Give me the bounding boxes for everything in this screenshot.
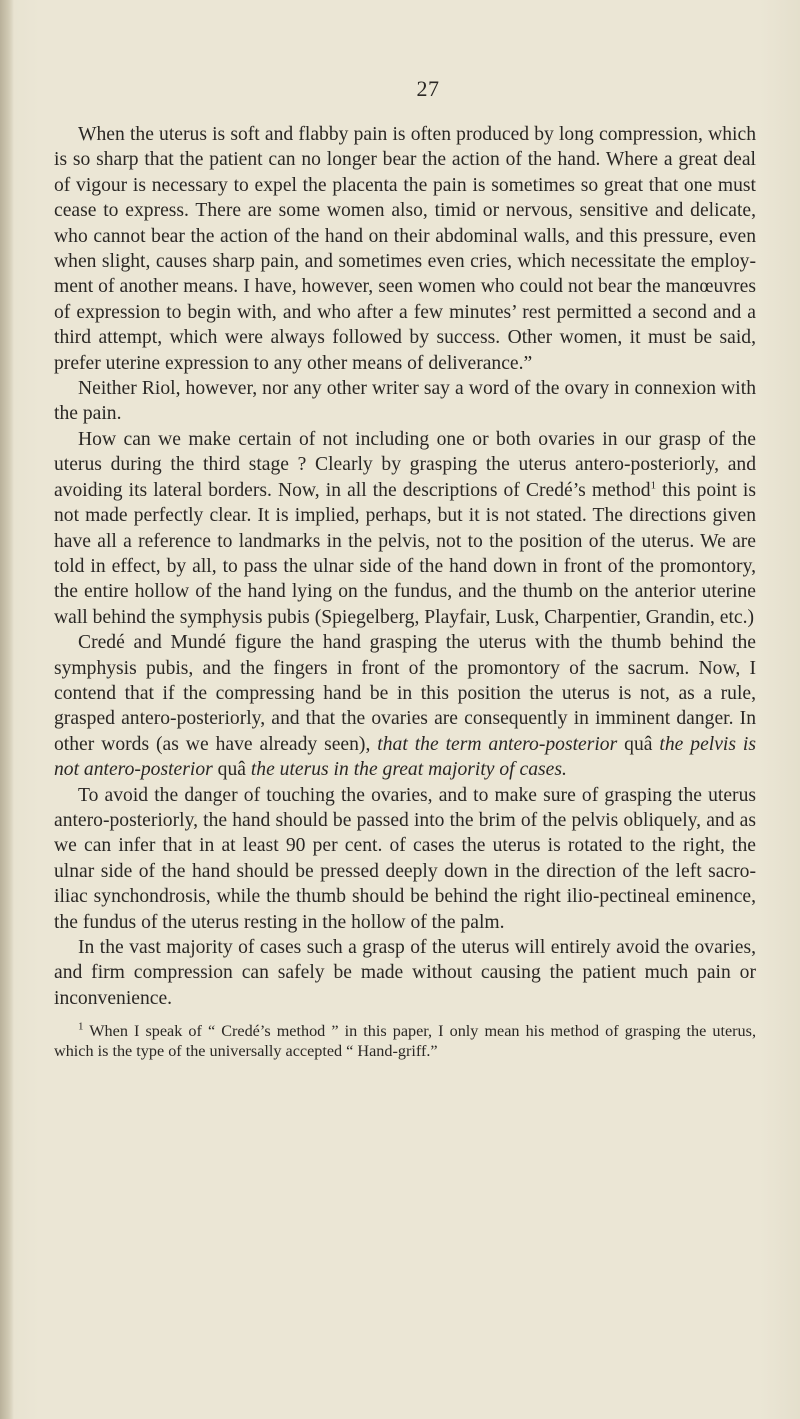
footnote-text: When I speak of “ Credé’s method ” in this paper, I only mean his method of grasping the uterus, which is the type of the universally accepted “ Hand-griff.” [54,1022,756,1061]
body-text [54,122,756,1061]
paragraph-1: When the uterus is soft and flabby pain is often produced by long compression, which is so sharp that the patient can no longer bear the action of the hand. Where a great deal of vigour is necessary to expel the placenta the pain is sometimes so great that one must cease to express. There are some women also, timid or nervous, sensitive and delicate, who cannot bear the action of the hand on their abdominal walls, and this pressure, even when slight, causes sharp pain, and sometimes even cries, which necessitate the employment of another means. I have, however, seen women who could not bear the manœuvres of expression to begin with, and who after a few minutes’ rest permitted a second and a third attempt, which were always followed by success. Other women, it must be said, prefer uterine expression to any other means of deliverance.” [54,124,756,374]
footnote [54,1021,756,1061]
page-gutter-shadow [0,0,14,1419]
page-number: 27 [416,76,440,101]
paragraph-2: Neither Riol, however, nor any other writer say a word of the ovary in connexion with the pain. [54,378,756,425]
paragraph-4 [54,630,756,782]
paragraph-3 [54,427,756,630]
paragraph-6: In the vast majority of cases such a grasp of the uterus will entirely avoid the ovaries, and firm compression can safely be made without causing the patient much pain or inconvenience. [54,937,756,1009]
paragraph-4-qua-2: quâ [212,759,251,781]
paragraph-4-italic-1: that the term antero-posterior [377,733,618,755]
paragraph-4-text-start: Credé and Mundé figure the hand grasping the uterus with the thumb behind the symphysis pubis, and the fingers in front of the promontory of the sacrum. Now, I contend that if the compressing hand be in this position the uterus is not, as a rule, grasped antero-posteriorly, and that the ovaries are consequently in imminent danger. In other words (as we have already seen), [54,632,756,755]
footnote-spacer [54,1011,756,1021]
paragraph-3-text-start: How can we make certain of not including one or both ovaries in our grasp of the uterus during the third stage ? Clearly by grasping the uterus antero-posteriorly, and avoiding its lateral borders. Now, in all the descriptions of Credé’s method [54,428,756,501]
paragraph-4-italic-3: the uterus in the great majority of cases. [250,759,567,781]
footnote-reference: 1 [650,479,657,492]
footnote-marker: 1 [78,1020,84,1033]
paragraph-4-qua-1: quâ [617,733,660,755]
paragraph-5: To avoid the danger of touching the ovaries, and to make sure of grasping the uterus antero-posteriorly, the hand should be passed into the brim of the pelvis obliquely, and as we can infer that in at least 90 per cent. of cases the uterus is rotated to the right, the ulnar side of the hand should be pressed deeply down in the direction of the left sacro-iliac synchondrosis, while the thumb should be behind the right ilio-pectineal eminence, the fundus of the uterus resting in the hollow of the palm. [54,784,756,933]
paragraph-4-italic-2: the pelvis is not antero-posterior [54,733,756,781]
paragraph-3-text-end: this point is not made perfectly clear. It is implied, perhaps, but it is not stated. The directions given have all a reference to landmarks in the pelvis, not to the position of the uterus. We are told in effect, by all, to pass the ulnar side of the hand down in front of the promontory, the entire hollow of the hand lying on the fundus, and the thumb on the anterior uterine wall behind the symphysis pubis (Spiegelberg, Playfair, Lusk, Charpentier, Grandin, etc.) [54,479,756,628]
